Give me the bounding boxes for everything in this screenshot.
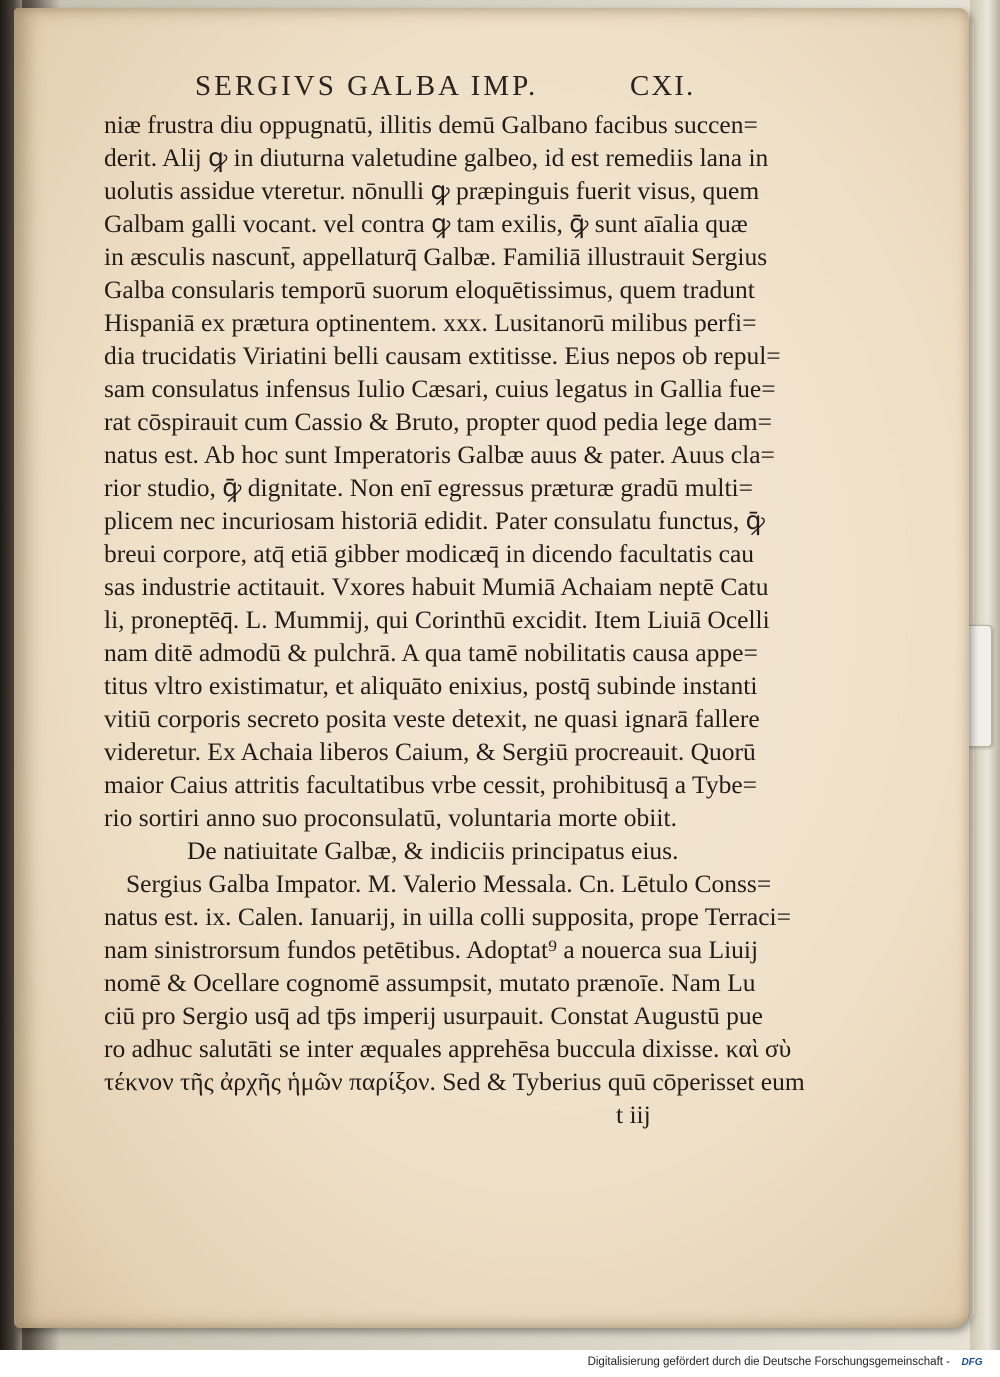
body-line: maior Caius attritis facultatibus vrbe cessit, prohibitusq̄ a Tybe= (104, 770, 758, 799)
paragraph-line: Sergius Galba Impator. M. Valerio Messala. Cn. Lētulo Conss= (126, 869, 772, 898)
body-line: breui corpore, atq̄ etiā gibber modicæq̄ in dicendo facultatis cau (104, 539, 755, 568)
body-line: niæ frustra diu oppugnatū, illitis demū Galbano facibus succen= (104, 110, 758, 139)
body-line: Galba consularis temporū suorum eloquētissimus, quem tradunt (104, 275, 755, 304)
body-line: sam consulatus infensus Iulio Cæsari, cuius legatus in Gallia fue= (104, 374, 776, 403)
paragraph-line: ro adhuc salutāti se inter æquales apprehēsa buccula dixisse. καὶ σὺ (104, 1034, 792, 1063)
body-line: videretur. Ex Achaia liberos Caium, & Sergiū procreauit. Quorū (104, 737, 756, 766)
signature-mark: t iij (616, 1100, 651, 1129)
body-line: Hispaniā ex prætura optinentem. xxx. Lusitanorū milibus perfi= (104, 308, 757, 337)
paragraph-line: ciū pro Sergio usq̄ ad tp̄s imperij usurpauit. Constat Augustū pue (104, 1001, 763, 1030)
body-line: rior studio, ꝙ̄ dignitate. Non enī egressus præturæ gradū multi= (104, 473, 753, 502)
body-line: dia trucidatis Viriatini belli causam extitisse. Eius nepos ob repul= (104, 341, 781, 370)
folio-number: CXI. (630, 70, 696, 102)
body-line: vitiū corporis secreto posita veste detexit, ne quasi ignarā fallere (104, 704, 760, 733)
body-line: li, proneptēq̄. L. Mummij, qui Corinthū excidit. Item Liuiā Ocelli (104, 605, 770, 634)
running-head (195, 70, 695, 110)
body-line: sas industrie actitauit. Vxores habuit Mumiā Achaiam neptē Catu (104, 572, 769, 601)
paragraph-line: τέκνον τῆς ἀρχῆς ἡμῶν παρίξον. Sed & Tyberius quū cōperisset eum (104, 1067, 805, 1096)
running-head-title: SERGIVS GALBA IMP. (195, 70, 539, 102)
footer-bar (0, 1350, 1000, 1377)
paragraph-line: nomē & Ocellare cognomē assumpsit, mutato prænoīe. Nam Lu (104, 968, 756, 997)
section-heading: De natiuitate Galbæ, & indiciis principatus eius. (187, 836, 679, 865)
paragraph-line: natus est. ix. Calen. Ianuarij, in uilla colli supposita, prope Terraci= (104, 902, 791, 931)
body-line: natus est. Ab hoc sunt Imperatoris Galbæ auus & pater. Auus cla= (104, 440, 775, 469)
dfg-logo-icon: DFG (961, 1357, 983, 1368)
text-block (104, 108, 805, 1131)
body-line: rat cōspirauit cum Cassio & Bruto, propter quod pedia lege dam= (104, 407, 773, 436)
body-line: plicem nec incuriosam historiā edidit. Pater consulatu functus, ꝙ̄ (104, 506, 765, 535)
digitization-credit: Digitalisierung gefördert durch die Deutsche Forschungsgemeinschaft - (587, 1356, 950, 1368)
paragraph-line: nam sinistrorsum fundos petētibus. Adoptat⁹ a nouerca sua Liuij (104, 935, 759, 964)
body-line: uolutis assidue vteretur. nōnulli ꝙ præpinguis fuerit visus, quem (104, 176, 760, 205)
body-line: titus vltro existimatur, et aliquāto enixius, postq̄ subinde instanti (104, 671, 758, 700)
body-line: derit. Alij ꝙ in diuturna valetudine galbeo, id est remediis lana in (104, 143, 769, 172)
body-line: in æsculis nascunt̄, appellaturq̄ Galbæ. Familiā illustrauit Sergius (104, 242, 768, 271)
body-line: nam ditē admodū & pulchrā. A qua tamē nobilitatis causa appe= (104, 638, 758, 667)
body-line: Galbam galli vocant. vel contra ꝙ tam exilis, ꝙ̄ sunt aīalia quæ (104, 209, 748, 238)
body-line: rio sortiri anno suo proconsulatū, voluntaria morte obiit. (104, 803, 677, 832)
